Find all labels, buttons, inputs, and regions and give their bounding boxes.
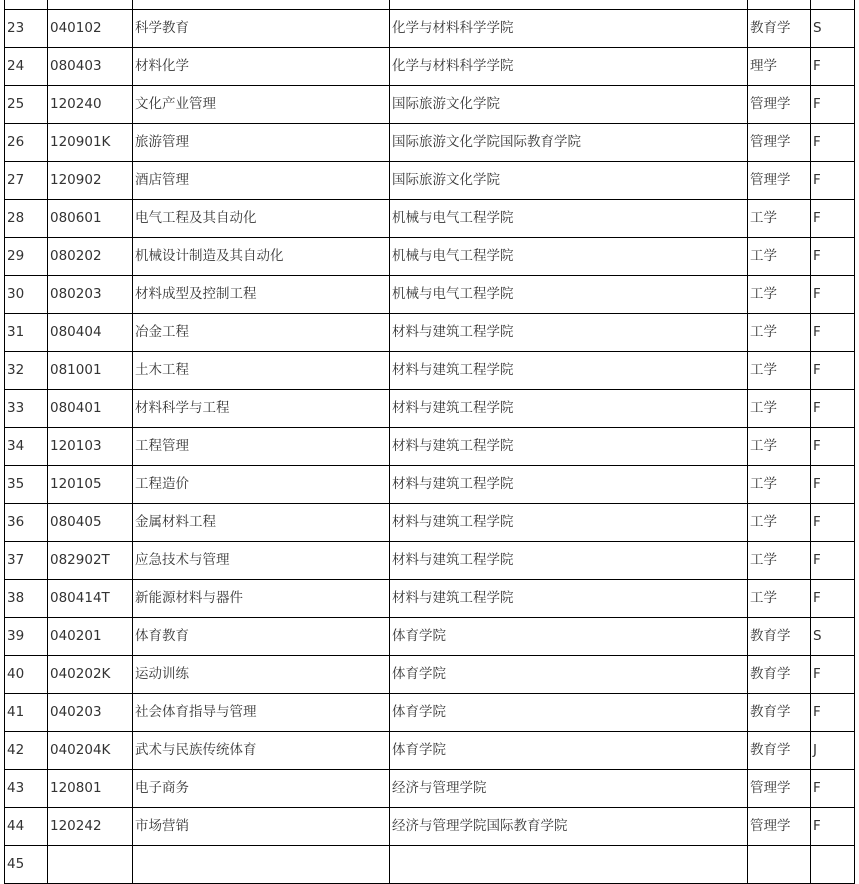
major-name-cell: 应急技术与管理 [133, 542, 390, 580]
college-cell: 材料与建筑工程学院 [390, 504, 748, 542]
discipline-cell: 理学 [748, 48, 811, 86]
major-code-cell: 040201 [48, 618, 133, 656]
row-index-cell: 37 [5, 542, 48, 580]
discipline-cell: 教育学 [748, 618, 811, 656]
category-cell: S [811, 618, 855, 656]
table-row [5, 86, 855, 124]
table-row [5, 732, 855, 770]
discipline-cell: 管理学 [748, 808, 811, 846]
discipline-cell: 工学 [748, 276, 811, 314]
table-row [5, 504, 855, 542]
discipline-cell [748, 846, 811, 884]
major-code-cell: 040204K [48, 732, 133, 770]
row-index-cell: 31 [5, 314, 48, 352]
row-index-cell: 25 [5, 86, 48, 124]
college-cell [390, 846, 748, 884]
row-index-cell: 39 [5, 618, 48, 656]
row-index-cell: 35 [5, 466, 48, 504]
category-cell: F [811, 808, 855, 846]
table-row [5, 466, 855, 504]
major-name-cell: 土木工程 [133, 352, 390, 390]
row-index-cell: 42 [5, 732, 48, 770]
row-index-cell: 43 [5, 770, 48, 808]
major-code-cell: 080203 [48, 276, 133, 314]
major-name-cell: 新能源材料与器件 [133, 580, 390, 618]
major-code-cell: 040202K [48, 656, 133, 694]
category-cell: F [811, 428, 855, 466]
major-code-cell [48, 0, 133, 10]
major-code-cell: 120240 [48, 86, 133, 124]
discipline-cell: 工学 [748, 580, 811, 618]
table-row [5, 694, 855, 732]
major-code-cell: 120242 [48, 808, 133, 846]
discipline-cell: 管理学 [748, 162, 811, 200]
row-index-cell: 23 [5, 10, 48, 48]
major-code-cell: 120902 [48, 162, 133, 200]
table-row [5, 770, 855, 808]
major-code-cell: 080401 [48, 390, 133, 428]
table-row [5, 162, 855, 200]
major-code-cell: 120801 [48, 770, 133, 808]
major-table [4, 0, 855, 884]
row-index-cell: 27 [5, 162, 48, 200]
major-name-cell: 材料成型及控制工程 [133, 276, 390, 314]
category-cell: F [811, 656, 855, 694]
table-row [5, 314, 855, 352]
discipline-cell: 工学 [748, 352, 811, 390]
major-name-cell: 机械设计制造及其自动化 [133, 238, 390, 276]
row-index-cell: 28 [5, 200, 48, 238]
major-code-cell: 040203 [48, 694, 133, 732]
row-index-cell: 26 [5, 124, 48, 162]
table-row [5, 352, 855, 390]
major-name-cell: 材料化学 [133, 48, 390, 86]
major-name-cell: 体育教育 [133, 618, 390, 656]
college-cell: 材料与建筑工程学院 [390, 542, 748, 580]
category-cell: F [811, 314, 855, 352]
discipline-cell: 工学 [748, 542, 811, 580]
row-index-cell: 30 [5, 276, 48, 314]
category-cell: F [811, 48, 855, 86]
row-index-cell: 24 [5, 48, 48, 86]
category-cell: F [811, 694, 855, 732]
college-cell: 经济与管理学院国际教育学院 [390, 808, 748, 846]
college-cell [390, 0, 748, 10]
college-cell: 材料与建筑工程学院 [390, 466, 748, 504]
table-row [5, 542, 855, 580]
major-name-cell: 工程管理 [133, 428, 390, 466]
category-cell: F [811, 238, 855, 276]
college-cell: 机械与电气工程学院 [390, 276, 748, 314]
table-row [5, 580, 855, 618]
major-code-cell: 120105 [48, 466, 133, 504]
major-name-cell: 文化产业管理 [133, 86, 390, 124]
discipline-cell: 教育学 [748, 10, 811, 48]
table-row [5, 238, 855, 276]
college-cell: 材料与建筑工程学院 [390, 428, 748, 466]
major-name-cell: 电子商务 [133, 770, 390, 808]
table-row [5, 276, 855, 314]
major-name-cell: 武术与民族传统体育 [133, 732, 390, 770]
discipline-cell: 工学 [748, 504, 811, 542]
table-row [5, 10, 855, 48]
major-name-cell: 社会体育指导与管理 [133, 694, 390, 732]
major-code-cell: 081001 [48, 352, 133, 390]
category-cell: F [811, 200, 855, 238]
discipline-cell: 工学 [748, 466, 811, 504]
major-name-cell: 冶金工程 [133, 314, 390, 352]
major-code-cell: 040102 [48, 10, 133, 48]
major-name-cell: 电气工程及其自动化 [133, 200, 390, 238]
category-cell: F [811, 390, 855, 428]
college-cell: 国际旅游文化学院国际教育学院 [390, 124, 748, 162]
college-cell: 机械与电气工程学院 [390, 200, 748, 238]
major-name-cell: 旅游管理 [133, 124, 390, 162]
row-index-cell: 34 [5, 428, 48, 466]
category-cell: F [811, 580, 855, 618]
college-cell: 材料与建筑工程学院 [390, 314, 748, 352]
discipline-cell: 教育学 [748, 732, 811, 770]
college-cell: 体育学院 [390, 618, 748, 656]
discipline-cell: 工学 [748, 238, 811, 276]
category-cell [811, 846, 855, 884]
college-cell: 材料与建筑工程学院 [390, 390, 748, 428]
major-code-cell: 080202 [48, 238, 133, 276]
row-index-cell [5, 0, 48, 10]
row-index-cell: 40 [5, 656, 48, 694]
table-row [5, 428, 855, 466]
table-row [5, 390, 855, 428]
discipline-cell: 工学 [748, 314, 811, 352]
college-cell: 体育学院 [390, 656, 748, 694]
category-cell: S [811, 10, 855, 48]
row-index-cell: 29 [5, 238, 48, 276]
table-row [5, 124, 855, 162]
major-code-cell [48, 846, 133, 884]
category-cell: F [811, 276, 855, 314]
table-row [5, 48, 855, 86]
category-cell: F [811, 86, 855, 124]
data-table-container [4, 0, 854, 884]
major-code-cell: 080405 [48, 504, 133, 542]
table-row [5, 656, 855, 694]
college-cell: 材料与建筑工程学院 [390, 580, 748, 618]
category-cell [811, 0, 855, 10]
discipline-cell: 工学 [748, 200, 811, 238]
row-index-cell: 38 [5, 580, 48, 618]
table-row [5, 618, 855, 656]
college-cell: 材料与建筑工程学院 [390, 352, 748, 390]
major-name-cell: 运动训练 [133, 656, 390, 694]
row-index-cell: 36 [5, 504, 48, 542]
major-name-cell: 科学教育 [133, 10, 390, 48]
discipline-cell: 工学 [748, 390, 811, 428]
college-cell: 国际旅游文化学院 [390, 86, 748, 124]
category-cell: F [811, 542, 855, 580]
category-cell: F [811, 504, 855, 542]
table-row [5, 0, 855, 10]
category-cell: F [811, 352, 855, 390]
category-cell: F [811, 162, 855, 200]
college-cell: 国际旅游文化学院 [390, 162, 748, 200]
college-cell: 体育学院 [390, 732, 748, 770]
discipline-cell: 管理学 [748, 770, 811, 808]
major-name-cell [133, 846, 390, 884]
row-index-cell: 44 [5, 808, 48, 846]
discipline-cell: 管理学 [748, 86, 811, 124]
row-index-cell: 45 [5, 846, 48, 884]
major-code-cell: 120901K [48, 124, 133, 162]
college-cell: 体育学院 [390, 694, 748, 732]
table-row [5, 846, 855, 884]
category-cell: F [811, 124, 855, 162]
major-code-cell: 080414T [48, 580, 133, 618]
major-name-cell: 市场营销 [133, 808, 390, 846]
table-row [5, 200, 855, 238]
category-cell: F [811, 770, 855, 808]
category-cell: J [811, 732, 855, 770]
major-code-cell: 080601 [48, 200, 133, 238]
major-name-cell: 金属材料工程 [133, 504, 390, 542]
row-index-cell: 32 [5, 352, 48, 390]
discipline-cell: 管理学 [748, 124, 811, 162]
college-cell: 机械与电气工程学院 [390, 238, 748, 276]
college-cell: 经济与管理学院 [390, 770, 748, 808]
college-cell: 化学与材料科学学院 [390, 48, 748, 86]
major-code-cell: 120103 [48, 428, 133, 466]
row-index-cell: 41 [5, 694, 48, 732]
discipline-cell: 教育学 [748, 694, 811, 732]
discipline-cell [748, 0, 811, 10]
major-name-cell: 酒店管理 [133, 162, 390, 200]
major-code-cell: 080403 [48, 48, 133, 86]
table-body [5, 0, 855, 884]
major-code-cell: 082902T [48, 542, 133, 580]
discipline-cell: 教育学 [748, 656, 811, 694]
discipline-cell: 工学 [748, 428, 811, 466]
major-name-cell [133, 0, 390, 10]
major-name-cell: 工程造价 [133, 466, 390, 504]
college-cell: 化学与材料科学学院 [390, 10, 748, 48]
table-row [5, 808, 855, 846]
major-code-cell: 080404 [48, 314, 133, 352]
category-cell: F [811, 466, 855, 504]
major-name-cell: 材料科学与工程 [133, 390, 390, 428]
row-index-cell: 33 [5, 390, 48, 428]
